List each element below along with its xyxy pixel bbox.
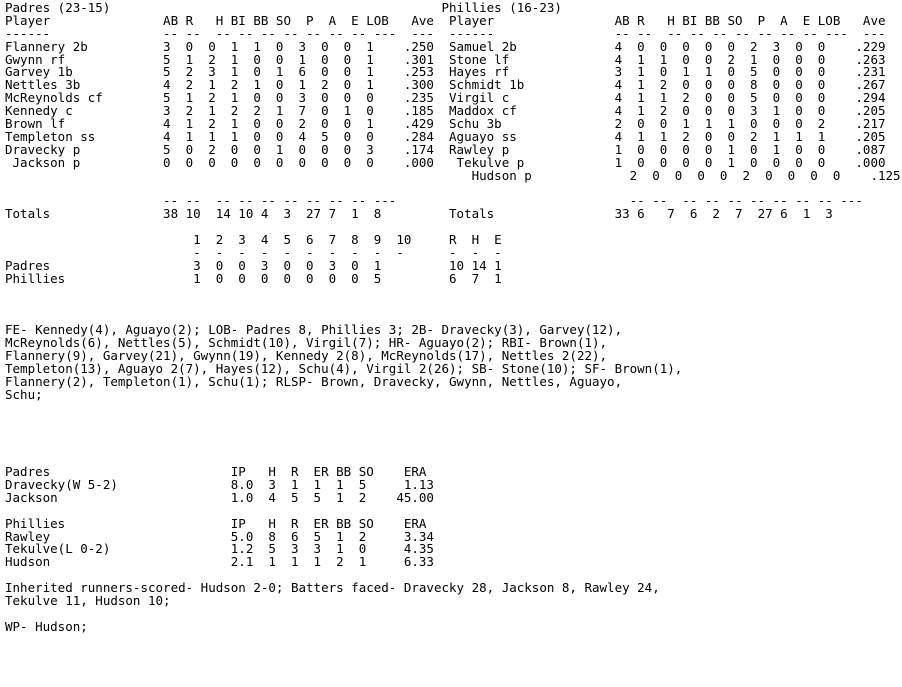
box-score-line: ------ -- -- -- -- -- -- -- -- -- --- --- ------ -- -- -- -- -- -- -- -- -- --- --- — [5, 25, 886, 41]
box-score-line: -- -- -- -- -- -- -- -- -- --- -- -- -- -- -- -- -- -- -- --- — [5, 193, 863, 209]
box-score-line: Flannery 2b 3 0 0 1 1 0 3 0 0 1 .250 Samuel 2b 4 0 0 0 0 0 2 3 0 0 .229 — [5, 38, 886, 54]
box-score-line — [5, 440, 901, 453]
box-score-line — [5, 298, 901, 311]
box-score-line: Jackson p 0 0 0 0 0 0 0 0 0 0 .000 Tekulve p 1 0 0 0 0 1 0 0 0 0 .000 — [5, 154, 886, 170]
box-score-line: Padres IP H R ER BB SO ERA — [5, 464, 427, 480]
box-score-line: Phillies IP H R ER BB SO ERA — [5, 515, 427, 531]
box-score-line: Tekulve 11, Hudson 10; — [5, 592, 171, 608]
box-score-line — [5, 415, 901, 428]
box-score-line: FE- Kennedy(4), Aguayo(2); LOB- Padres 8, Phillies 3; 2B- Dravecky(3), Garvey(12), — [5, 322, 623, 338]
box-score-line: Rawley 5.0 8 6 5 1 2 3.34 — [5, 528, 434, 544]
box-score-line: Kennedy c 3 2 1 2 2 1 7 0 1 0 .185 Maddox cf 4 1 2 0 0 0 3 1 0 0 .205 — [5, 103, 886, 119]
box-score-line: Padres (23-15) Phillies (16-23) — [5, 0, 562, 15]
box-score-line: Flannery(2), Templeton(1), Schu(1); RLSP- Brown, Dravecky, Gwynn, Nettles, Aguayo, — [5, 373, 623, 389]
box-score-line: Schu; — [5, 386, 43, 402]
box-score-line: Dravecky(W 5-2) 8.0 3 1 1 1 5 1.13 — [5, 476, 434, 492]
box-score-line — [5, 427, 901, 440]
box-score-line: Totals 38 10 14 10 4 3 27 7 1 8 Totals 33 6 7 6 2 7 27 6 1 3 — [5, 206, 833, 222]
box-score-line: Templeton(13), Aguayo 2(7), Hayes(12), Schu(4), Virgil 2(26); SB- Stone(10); SF- Brown(1), — [5, 360, 683, 376]
box-score-line: Garvey 1b 5 2 3 1 0 1 6 0 0 1 .253 Hayes rf 3 1 0 1 1 0 5 0 0 0 .231 — [5, 64, 886, 80]
box-score-line: Nettles 3b 4 2 1 2 1 0 1 2 0 1 .300 Schmidt 1b 4 1 2 0 0 0 8 0 0 0 .267 — [5, 77, 886, 93]
box-score-line: Hudson p 2 0 0 0 0 2 0 0 0 0 .125 — [5, 167, 901, 183]
box-score-line: Hudson 2.1 1 1 1 2 1 6.33 — [5, 554, 434, 570]
box-score-line: Templeton ss 4 1 1 1 0 0 4 5 0 0 .284 Aguayo ss 4 1 1 2 0 0 2 1 1 1 .205 — [5, 128, 886, 144]
box-score-line: Gwynn rf 5 1 2 1 0 0 1 0 0 1 .301 Stone lf 4 1 1 0 0 2 1 0 0 0 .263 — [5, 51, 886, 67]
box-score-line — [5, 608, 901, 621]
box-score-text — [5, 2, 901, 634]
box-score-line: 1 2 3 4 5 6 7 8 9 10 R H E — [5, 232, 502, 248]
box-score-line: Dravecky p 5 0 2 0 0 1 0 0 0 3 .174 Rawley p 1 0 0 0 0 1 0 1 0 0 .087 — [5, 141, 886, 157]
box-score-line — [5, 402, 901, 415]
box-score-line: Padres 3 0 0 3 0 0 3 0 1 10 14 1 — [5, 257, 502, 273]
box-score-line: Player AB R H BI BB SO P A E LOB Ave Player AB R H BI BB SO P A E LOB Ave — [5, 12, 886, 28]
box-score-line: WP- Hudson; — [5, 618, 88, 634]
box-score-line: Jackson 1.0 4 5 5 1 2 45.00 — [5, 489, 434, 505]
box-score-line: Phillies 1 0 0 0 0 0 0 0 5 6 7 1 — [5, 270, 502, 286]
box-score-line: Flannery(9), Garvey(21), Gwynn(19), Kennedy 2(8), McReynolds(17), Nettles 2(22), — [5, 348, 608, 364]
box-score-line: McReynolds(6), Nettles(5), Schmidt(10), Virgil(7); HR- Aguayo(2); RBI- Brown(1), — [5, 335, 608, 351]
box-score-line: - - - - - - - - - - - - - — [5, 244, 502, 260]
box-score-line — [5, 286, 901, 299]
box-score-line: Inherited runners-scored- Hudson 2-0; Batters faced- Dravecky 28, Jackson 8, Rawley 24, — [5, 580, 660, 596]
box-score-line: Tekulve(L 0-2) 1.2 5 3 3 1 0 4.35 — [5, 541, 434, 557]
box-score-line: McReynolds cf 5 1 2 1 0 0 3 0 0 0 .235 Virgil c 4 1 1 2 0 0 5 0 0 0 .294 — [5, 90, 886, 106]
box-score-line: Brown lf 4 1 2 1 0 0 2 0 0 1 .429 Schu 3b 2 0 0 1 1 1 0 0 0 2 .217 — [5, 116, 886, 132]
